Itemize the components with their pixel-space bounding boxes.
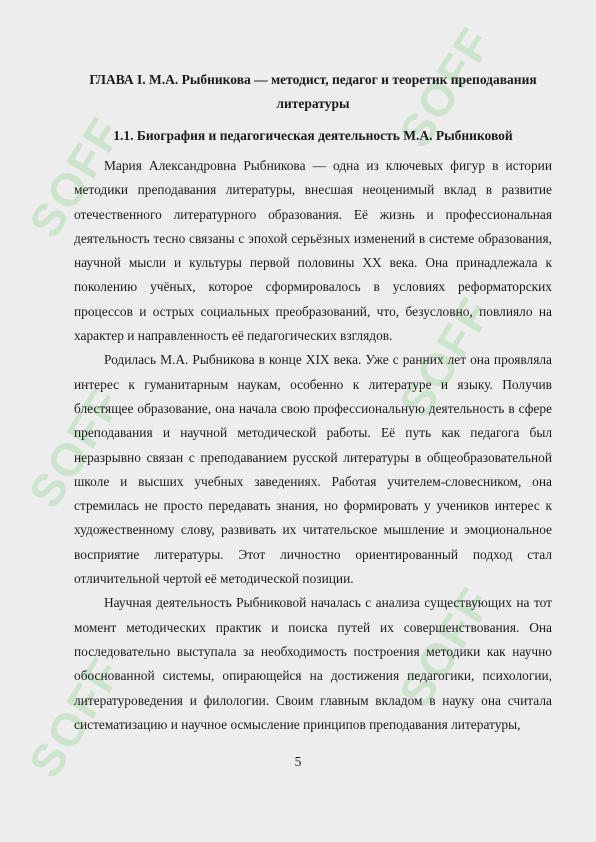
paragraph-2: Родилась М.А. Рыбникова в конце XIX века. Уже с ранних лет она проявляла интерес к гуманитарным наукам, особенно к литературе и языку. Получив блестящее образование, она начала свою профессиональную деятельность в сфере преподавания и научной методической работы. Её путь как педагога был неразрывно связан с преподаванием русской литературы в общеобразовательной школе и высших учебных заведениях. Работая учителем-словесником, она стремилась не просто передавать знания, но формировать у учеников интерес к художественному слову, развивать их читательское мышление и эмоциональное восприятие литературы. Этот личностно ориентированный подход стал отличительной чертой её методической позиции. <box>74 352 552 587</box>
page-content <box>74 58 552 737</box>
paragraph-3: Научная деятельность Рыбниковой началась с анализа существующих на тот момент методических практик и поиска путей их совершенствования. Она последовательно выступала за необходимость построения методики как научно обоснованной системы, опирающейся на достижения педагогики, психологии, литературоведения и филологии. Своим главным вкладом в науку она считала систематизацию и научное осмысление принципов преподавания литературы, <box>74 595 552 732</box>
watermark-2: SOFF <box>388 17 503 157</box>
watermark-5: SOFF <box>18 647 133 787</box>
watermark-3: SOFF <box>18 377 133 517</box>
watermark-1: SOFF <box>18 107 133 247</box>
paragraph-1: Мария Александровна Рыбникова — одна из ключевых фигур в истории методики преподавания литературы, внесшая неоценимый вклад в развитие отечественного литературного образования. Её жизнь и профессиональная деятельность тесно связаны с эпохой серьёзных изменений в системе образования, научной мысли и культуры первой половины XX века. Она принадлежала к поколению учёных, которое сформировалось в условиях реформаторских процессов и острых социальных преобразований, что, безусловно, повлияло на характер и направленность её педагогических взглядов. <box>74 158 552 344</box>
section-title: 1.1. Биография и педагогическая деятельность М.А. Рыбниковой <box>113 128 513 143</box>
chapter-title: ГЛАВА I. М.А. Рыбникова — методист, педагог и теоретик преподавания литературы <box>89 72 537 111</box>
watermark-4: SOFF <box>388 287 503 427</box>
page-number: 5 <box>294 754 302 769</box>
watermark-6: SOFF <box>388 577 503 717</box>
